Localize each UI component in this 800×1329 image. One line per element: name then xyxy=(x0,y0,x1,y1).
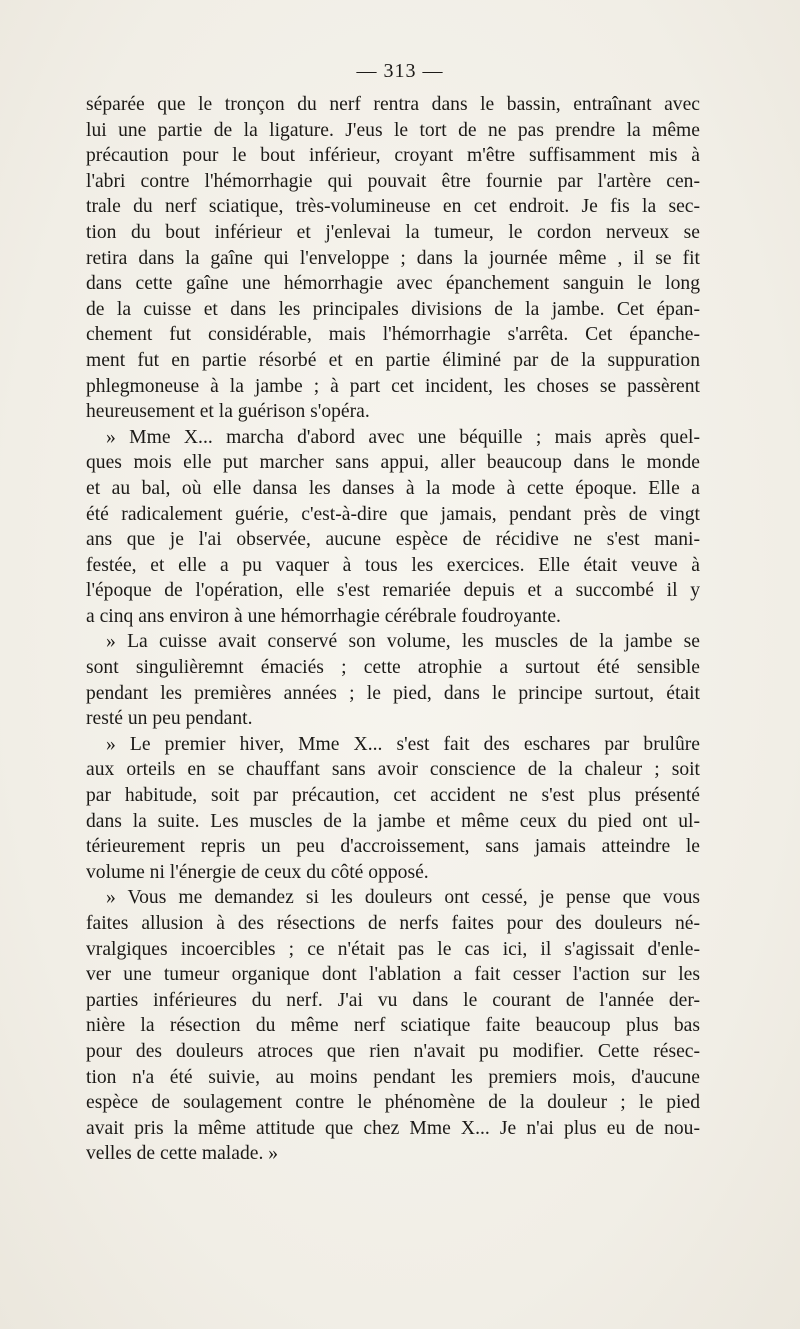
text-line: retira dans la gaîne qui l'enveloppe ; dans la journée même , il se fit xyxy=(86,247,700,269)
text-line: pour des douleurs atroces que rien n'avait pu modifier. Cette résec- xyxy=(86,1040,700,1062)
text-line: par habitude, soit par précaution, cet accident ne s'est plus présenté xyxy=(86,785,700,807)
text-line: l'abri contre l'hémorrhagie qui pouvait être fournie par l'artère cen- xyxy=(86,170,700,192)
text-line: été radicalement guérie, c'est-à-dire que jamais, pendant près de vingt xyxy=(86,503,700,525)
paragraph-3 xyxy=(86,629,700,731)
text-line: phlegmoneuse à la jambe ; à part cet incident, les choses se passèrent xyxy=(86,375,700,397)
text-line: nière la résection du même nerf sciatique faite beaucoup plus bas xyxy=(86,1015,700,1037)
text-line: » Vous me demandez si les douleurs ont cessé, je pense que vous xyxy=(106,887,700,909)
text-line: précaution pour le bout inférieur, croyant m'être suffisamment mis à xyxy=(86,145,700,167)
text-line: tion n'a été suivie, au moins pendant les premiers mois, d'aucune xyxy=(86,1066,700,1088)
text-line: ques mois elle put marcher sans appui, aller beaucoup dans le monde xyxy=(86,452,700,474)
paragraph-4 xyxy=(86,732,700,886)
text-line: séparée que le tronçon du nerf rentra dans le bassin, entraînant avec xyxy=(86,94,700,115)
text-line: aux orteils en se chauffant sans avoir conscience de la chaleur ; soit xyxy=(86,759,700,781)
paragraph-5 xyxy=(86,885,700,1167)
text-line: térieurement repris un peu d'accroissement, sans jamais atteindre le xyxy=(86,836,700,858)
text-line: parties inférieures du nerf. J'ai vu dans le courant de l'année der- xyxy=(86,989,700,1011)
text-line: chement fut considérable, mais l'hémorrhagie s'arrêta. Cet épanche- xyxy=(86,324,700,346)
text-line: » La cuisse avait conservé son volume, les muscles de la jambe se xyxy=(106,631,700,653)
text-line: volume ni l'énergie de ceux du côté opposé. xyxy=(86,861,429,883)
text-line: l'époque de l'opération, elle s'est remariée depuis et a succombé il y xyxy=(86,580,700,602)
paragraph-1 xyxy=(86,92,700,425)
page-number: — 313 — xyxy=(356,60,444,82)
text-line: trale du nerf sciatique, très-volumineuse en cet endroit. Je fis la sec- xyxy=(86,196,700,218)
text-line: faites allusion à des résections de nerfs faites pour des douleurs né- xyxy=(86,913,700,934)
text-line: ver une tumeur organique dont l'ablation a fait cesser l'action sur les xyxy=(86,964,700,986)
text-line: de la cuisse et dans les principales divisions de la jambe. Cet épan- xyxy=(86,298,700,320)
text-line: velles de cette malade. » xyxy=(86,1143,279,1165)
text-line: espèce de soulagement contre le phénomène de la douleur ; le pied xyxy=(86,1092,700,1114)
text-line: tion du bout inférieur et j'enlevai la tumeur, le cordon nerveux se xyxy=(86,221,700,243)
text-line: pendant les premières années ; le pied, dans le principe surtout, était xyxy=(86,682,700,704)
text-line: » Le premier hiver, Mme X... s'est fait des eschares par brulûre xyxy=(106,733,700,755)
text-line: ment fut en partie résorbé et en partie éliminé par de la suppuration xyxy=(86,349,700,371)
text-line: resté un peu pendant. xyxy=(86,708,253,730)
text-line: ans que je l'ai observée, aucune espèce de récidive ne s'est mani- xyxy=(86,529,700,551)
text-line: sont singulièremnt émaciés ; cette atrophie a surtout été sensible xyxy=(86,657,700,679)
text-line: avait pris la même attitude que chez Mme X... Je n'ai plus eu de nou- xyxy=(86,1117,700,1139)
text-line: vralgiques incoercibles ; ce n'était pas le cas ici, il s'agissait d'enle- xyxy=(86,938,700,960)
text-line: et au bal, où elle dansa les danses à la mode à cette époque. Elle a xyxy=(86,477,700,499)
paragraph-2 xyxy=(86,425,700,630)
text-line: a cinq ans environ à une hémorrhagie cérébrale foudroyante. xyxy=(86,605,561,627)
text-line: dans cette gaîne une hémorrhagie avec épanchement sanguin le long xyxy=(86,273,700,295)
text-line: festée, et elle a pu vaquer à tous les exercices. Elle était veuve à xyxy=(86,554,700,576)
text-line: dans la suite. Les muscles de la jambe et même ceux du pied ont ul- xyxy=(86,810,700,832)
text-line: heureusement et la guérison s'opéra. xyxy=(86,401,370,423)
text-line: » Mme X... marcha d'abord avec une béquille ; mais après quel- xyxy=(106,426,700,448)
body-text xyxy=(86,92,700,1167)
text-line: lui une partie de la ligature. J'eus le tort de ne pas prendre la même xyxy=(86,119,700,141)
